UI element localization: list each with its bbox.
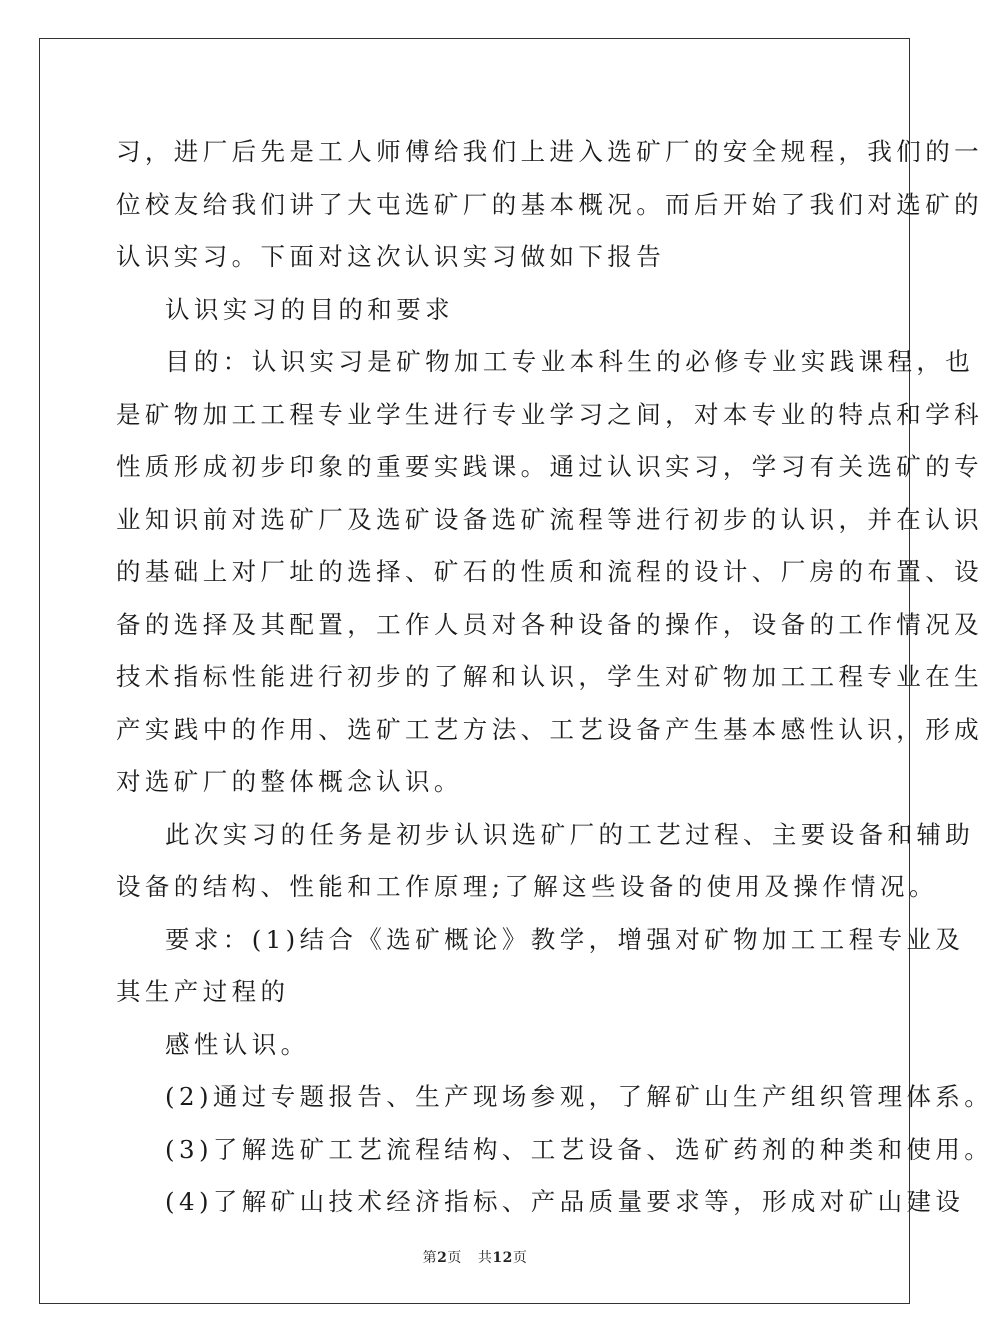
text-line: 要求：(1)结合《选矿概论》教学，增强对矿物加工工程专业及 bbox=[165, 924, 965, 954]
total-pages-prefix: 共 bbox=[477, 1250, 493, 1266]
page-number-prefix: 第 bbox=[422, 1250, 438, 1266]
total-pages-suffix: 页 bbox=[512, 1250, 528, 1266]
text-line: 习，进厂后先是工人师傅给我们上进入选矿厂的安全规程，我们的一 bbox=[116, 137, 983, 166]
text-line: 是矿物加工工程专业学生进行专业学习之间，对本专业的特点和学科 bbox=[116, 399, 983, 429]
text-line: 业知识前对选矿厂及选矿设备选矿流程等进行初步的认识，并在认识 bbox=[116, 504, 983, 534]
section-heading: 认识实习的目的和要求 bbox=[165, 294, 454, 324]
text-line: 性质形成初步印象的重要实践课。通过认识实习，学习有关选矿的专 bbox=[116, 452, 983, 481]
list-item: (4)了解矿山技术经济指标、产品质量要求等，形成对矿山建设 bbox=[165, 1187, 965, 1216]
text-line: 位校友给我们讲了大屯选矿厂的基本概况。而后开始了我们对选矿的 bbox=[116, 189, 983, 219]
page-footer bbox=[0, 1247, 950, 1267]
text-line: 产实践中的作用、选矿工艺方法、工艺设备产生基本感性认识，形成 bbox=[116, 714, 983, 744]
text-line: 感性认识。 bbox=[165, 1029, 310, 1059]
page-number-suffix: 页 bbox=[447, 1250, 462, 1266]
text-line: 目的：认识实习是矿物加工专业本科生的必修专业实践课程，也 bbox=[165, 347, 975, 376]
list-item: (3)了解选矿工艺流程结构、工艺设备、选矿药剂的种类和使用。 bbox=[165, 1134, 993, 1164]
text-line: 认识实习。下面对这次认识实习做如下报告 bbox=[116, 242, 666, 271]
text-line: 技术指标性能进行初步的了解和认识，学生对矿物加工工程专业在生 bbox=[116, 662, 983, 691]
text-line: 对选矿厂的整体概念认识。 bbox=[116, 767, 463, 796]
text-line: 的基础上对厂址的选择、矿石的性质和流程的设计、厂房的布置、设 bbox=[116, 557, 983, 586]
text-line: 此次实习的任务是初步认识选矿厂的工艺过程、主要设备和辅助 bbox=[165, 819, 975, 849]
list-item: (2)通过专题报告、生产现场参观，了解矿山生产组织管理体系。 bbox=[165, 1082, 993, 1111]
total-pages: 12 bbox=[492, 1250, 513, 1266]
text-line: 设备的结构、性能和工作原理;了解这些设备的使用及操作情况。 bbox=[116, 872, 938, 901]
document-body bbox=[116, 126, 993, 1229]
text-line: 其生产过程的 bbox=[116, 977, 290, 1006]
page-number: 2 bbox=[437, 1250, 448, 1266]
text-line: 备的选择及其配置，工作人员对各种设备的操作，设备的工作情况及 bbox=[116, 609, 983, 639]
